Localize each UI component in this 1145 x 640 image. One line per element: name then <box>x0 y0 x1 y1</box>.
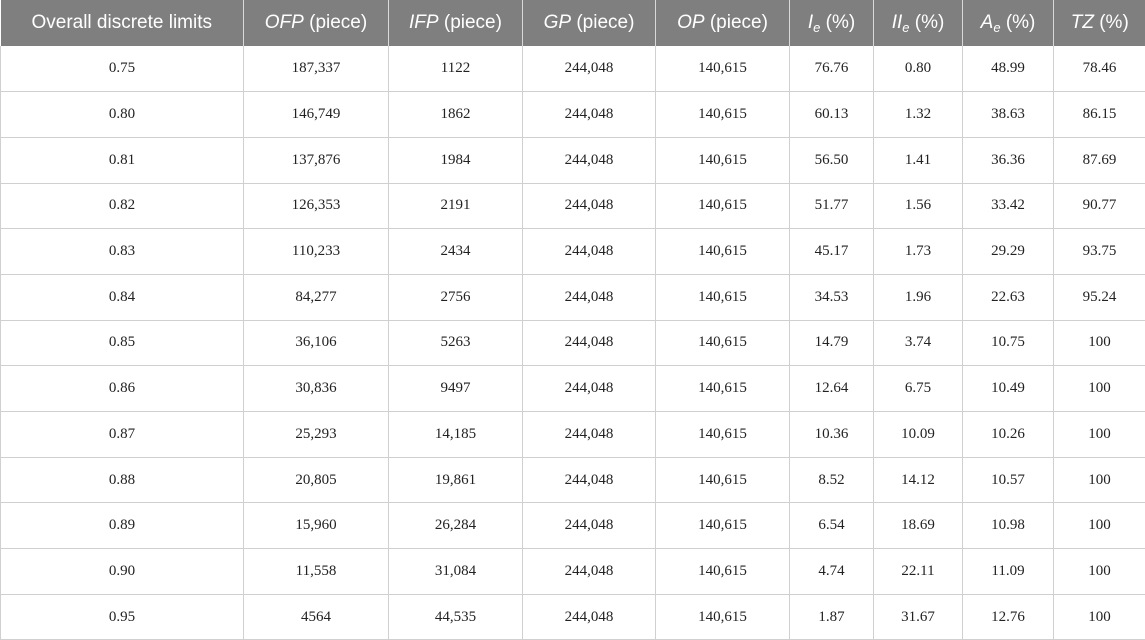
header-sub-text: e <box>813 20 821 35</box>
table-cell-ie: 56.50 <box>790 137 874 183</box>
table-cell-gp: 244,048 <box>523 594 656 640</box>
table-cell-ie: 10.36 <box>790 412 874 458</box>
table-cell-ae: 10.49 <box>963 366 1054 412</box>
header-italic-text: IFP <box>409 12 439 33</box>
table-cell-overall-discrete-limits: 0.83 <box>1 229 244 275</box>
table-row <box>1 366 1145 412</box>
table-cell-op: 140,615 <box>656 457 790 503</box>
table-cell-ifp: 14,185 <box>389 412 523 458</box>
table-cell-ie: 4.74 <box>790 549 874 595</box>
table-cell-tz: 87.69 <box>1054 137 1145 183</box>
table-cell-ofp: 187,337 <box>244 46 389 92</box>
header-italic-text: A <box>980 12 994 33</box>
table-cell-overall-discrete-limits: 0.80 <box>1 92 244 138</box>
table-cell-overall-discrete-limits: 0.82 <box>1 183 244 229</box>
table-cell-overall-discrete-limits: 0.81 <box>1 137 244 183</box>
table-cell-ofp: 84,277 <box>244 274 389 320</box>
table-cell-ofp: 146,749 <box>244 92 389 138</box>
header-suffix-text: (%) <box>820 12 856 33</box>
column-header-tz <box>1054 0 1145 46</box>
table-cell-ie: 12.64 <box>790 366 874 412</box>
table-cell-gp: 244,048 <box>523 46 656 92</box>
column-header-ie <box>790 0 874 46</box>
table-cell-tz: 95.24 <box>1054 274 1145 320</box>
table-row <box>1 46 1145 92</box>
table-cell-ofp: 25,293 <box>244 412 389 458</box>
table-cell-overall-discrete-limits: 0.75 <box>1 46 244 92</box>
table-cell-gp: 244,048 <box>523 320 656 366</box>
table-cell-ifp: 31,084 <box>389 549 523 595</box>
table-cell-iie: 6.75 <box>874 366 963 412</box>
table-cell-gp: 244,048 <box>523 457 656 503</box>
header-prefix-text: Overall discrete limits <box>31 12 213 33</box>
table-cell-ifp: 1984 <box>389 137 523 183</box>
column-header-iie <box>874 0 963 46</box>
table-cell-overall-discrete-limits: 0.84 <box>1 274 244 320</box>
table-cell-ae: 36.36 <box>963 137 1054 183</box>
table-cell-ie: 1.87 <box>790 594 874 640</box>
table-cell-ae: 11.09 <box>963 549 1054 595</box>
table-cell-op: 140,615 <box>656 366 790 412</box>
table-cell-gp: 244,048 <box>523 92 656 138</box>
table-header <box>1 0 1145 46</box>
table-cell-op: 140,615 <box>656 274 790 320</box>
table-cell-ae: 10.26 <box>963 412 1054 458</box>
table-cell-ae: 33.42 <box>963 183 1054 229</box>
table-cell-ie: 8.52 <box>790 457 874 503</box>
header-italic-text: GP <box>543 12 572 33</box>
table-cell-tz: 100 <box>1054 412 1145 458</box>
table-body <box>1 46 1145 640</box>
header-sub-text: e <box>902 20 910 35</box>
table-cell-tz: 100 <box>1054 594 1145 640</box>
table-cell-overall-discrete-limits: 0.87 <box>1 412 244 458</box>
table-cell-ifp: 44,535 <box>389 594 523 640</box>
header-italic-text: TZ <box>1070 12 1094 33</box>
header-suffix-text: (piece) <box>571 12 635 33</box>
table-cell-iie: 1.32 <box>874 92 963 138</box>
table-cell-gp: 244,048 <box>523 412 656 458</box>
table-cell-tz: 90.77 <box>1054 183 1145 229</box>
header-suffix-text: (piece) <box>438 12 502 33</box>
table-cell-ae: 10.98 <box>963 503 1054 549</box>
column-header-overall-discrete-limits <box>1 0 244 46</box>
table-cell-tz: 100 <box>1054 457 1145 503</box>
table-row <box>1 229 1145 275</box>
table-cell-ifp: 2434 <box>389 229 523 275</box>
table-row <box>1 503 1145 549</box>
table-cell-iie: 1.73 <box>874 229 963 275</box>
table-cell-ifp: 2191 <box>389 183 523 229</box>
table-cell-iie: 18.69 <box>874 503 963 549</box>
table-cell-op: 140,615 <box>656 503 790 549</box>
table-row <box>1 412 1145 458</box>
table-cell-ae: 48.99 <box>963 46 1054 92</box>
table-cell-gp: 244,048 <box>523 183 656 229</box>
table-cell-ofp: 4564 <box>244 594 389 640</box>
header-suffix-text: (piece) <box>303 12 368 33</box>
table-cell-op: 140,615 <box>656 549 790 595</box>
header-suffix-text: (%) <box>909 12 945 33</box>
table-cell-iie: 31.67 <box>874 594 963 640</box>
table-cell-gp: 244,048 <box>523 274 656 320</box>
header-sub-text: e <box>993 20 1001 35</box>
table-row <box>1 92 1145 138</box>
table-cell-iie: 1.96 <box>874 274 963 320</box>
table-cell-ifp: 19,861 <box>389 457 523 503</box>
table-cell-op: 140,615 <box>656 46 790 92</box>
table-cell-op: 140,615 <box>656 229 790 275</box>
table-cell-tz: 86.15 <box>1054 92 1145 138</box>
table-cell-op: 140,615 <box>656 137 790 183</box>
table-cell-ofp: 20,805 <box>244 457 389 503</box>
table-cell-ie: 51.77 <box>790 183 874 229</box>
table-cell-ae: 38.63 <box>963 92 1054 138</box>
column-header-ifp <box>389 0 523 46</box>
table-cell-op: 140,615 <box>656 412 790 458</box>
table-cell-tz: 100 <box>1054 549 1145 595</box>
table-cell-tz: 78.46 <box>1054 46 1145 92</box>
table-cell-ie: 34.53 <box>790 274 874 320</box>
table-row <box>1 457 1145 503</box>
table-cell-ie: 60.13 <box>790 92 874 138</box>
table-cell-ae: 22.63 <box>963 274 1054 320</box>
table-cell-overall-discrete-limits: 0.85 <box>1 320 244 366</box>
table-row <box>1 320 1145 366</box>
table-cell-ie: 45.17 <box>790 229 874 275</box>
table-cell-op: 140,615 <box>656 92 790 138</box>
table-cell-ae: 12.76 <box>963 594 1054 640</box>
header-suffix-text: (piece) <box>704 12 768 33</box>
table-cell-gp: 244,048 <box>523 503 656 549</box>
header-suffix-text: (%) <box>1093 12 1129 33</box>
header-italic-text: OFP <box>264 12 304 33</box>
table-cell-tz: 93.75 <box>1054 229 1145 275</box>
table-cell-ifp: 2756 <box>389 274 523 320</box>
table-row <box>1 274 1145 320</box>
table-cell-ie: 6.54 <box>790 503 874 549</box>
column-header-op <box>656 0 790 46</box>
table-cell-iie: 0.80 <box>874 46 963 92</box>
table-cell-iie: 10.09 <box>874 412 963 458</box>
table-cell-ifp: 9497 <box>389 366 523 412</box>
table-cell-ofp: 11,558 <box>244 549 389 595</box>
table-cell-ofp: 15,960 <box>244 503 389 549</box>
table-cell-ofp: 110,233 <box>244 229 389 275</box>
table-cell-op: 140,615 <box>656 320 790 366</box>
table-cell-op: 140,615 <box>656 183 790 229</box>
table-cell-tz: 100 <box>1054 320 1145 366</box>
table-cell-overall-discrete-limits: 0.90 <box>1 549 244 595</box>
header-italic-text: II <box>891 12 903 33</box>
table-cell-op: 140,615 <box>656 594 790 640</box>
table-cell-ie: 76.76 <box>790 46 874 92</box>
header-italic-text: OP <box>677 12 705 33</box>
table-cell-ifp: 1122 <box>389 46 523 92</box>
table-cell-iie: 22.11 <box>874 549 963 595</box>
table-cell-gp: 244,048 <box>523 137 656 183</box>
table-cell-ofp: 36,106 <box>244 320 389 366</box>
table-cell-tz: 100 <box>1054 503 1145 549</box>
column-header-ofp <box>244 0 389 46</box>
header-italic-text: I <box>807 12 814 33</box>
table-cell-ifp: 1862 <box>389 92 523 138</box>
table-cell-ie: 14.79 <box>790 320 874 366</box>
table-cell-iie: 14.12 <box>874 457 963 503</box>
table-cell-gp: 244,048 <box>523 229 656 275</box>
table-cell-ifp: 5263 <box>389 320 523 366</box>
table-cell-overall-discrete-limits: 0.86 <box>1 366 244 412</box>
table-cell-overall-discrete-limits: 0.88 <box>1 457 244 503</box>
header-row <box>1 0 1145 46</box>
table-cell-overall-discrete-limits: 0.95 <box>1 594 244 640</box>
header-suffix-text: (%) <box>1000 12 1036 33</box>
table-cell-ofp: 126,353 <box>244 183 389 229</box>
column-header-ae <box>963 0 1054 46</box>
table-row <box>1 137 1145 183</box>
table-cell-ofp: 137,876 <box>244 137 389 183</box>
table-cell-overall-discrete-limits: 0.89 <box>1 503 244 549</box>
table-row <box>1 183 1145 229</box>
column-header-gp <box>523 0 656 46</box>
table-cell-iie: 1.41 <box>874 137 963 183</box>
table-cell-gp: 244,048 <box>523 549 656 595</box>
table-cell-ae: 29.29 <box>963 229 1054 275</box>
table-cell-gp: 244,048 <box>523 366 656 412</box>
table-cell-tz: 100 <box>1054 366 1145 412</box>
table-cell-ifp: 26,284 <box>389 503 523 549</box>
table-cell-iie: 3.74 <box>874 320 963 366</box>
table-row <box>1 594 1145 640</box>
table-cell-ae: 10.57 <box>963 457 1054 503</box>
table-cell-iie: 1.56 <box>874 183 963 229</box>
table-row <box>1 549 1145 595</box>
table-cell-ofp: 30,836 <box>244 366 389 412</box>
table-cell-ae: 10.75 <box>963 320 1054 366</box>
